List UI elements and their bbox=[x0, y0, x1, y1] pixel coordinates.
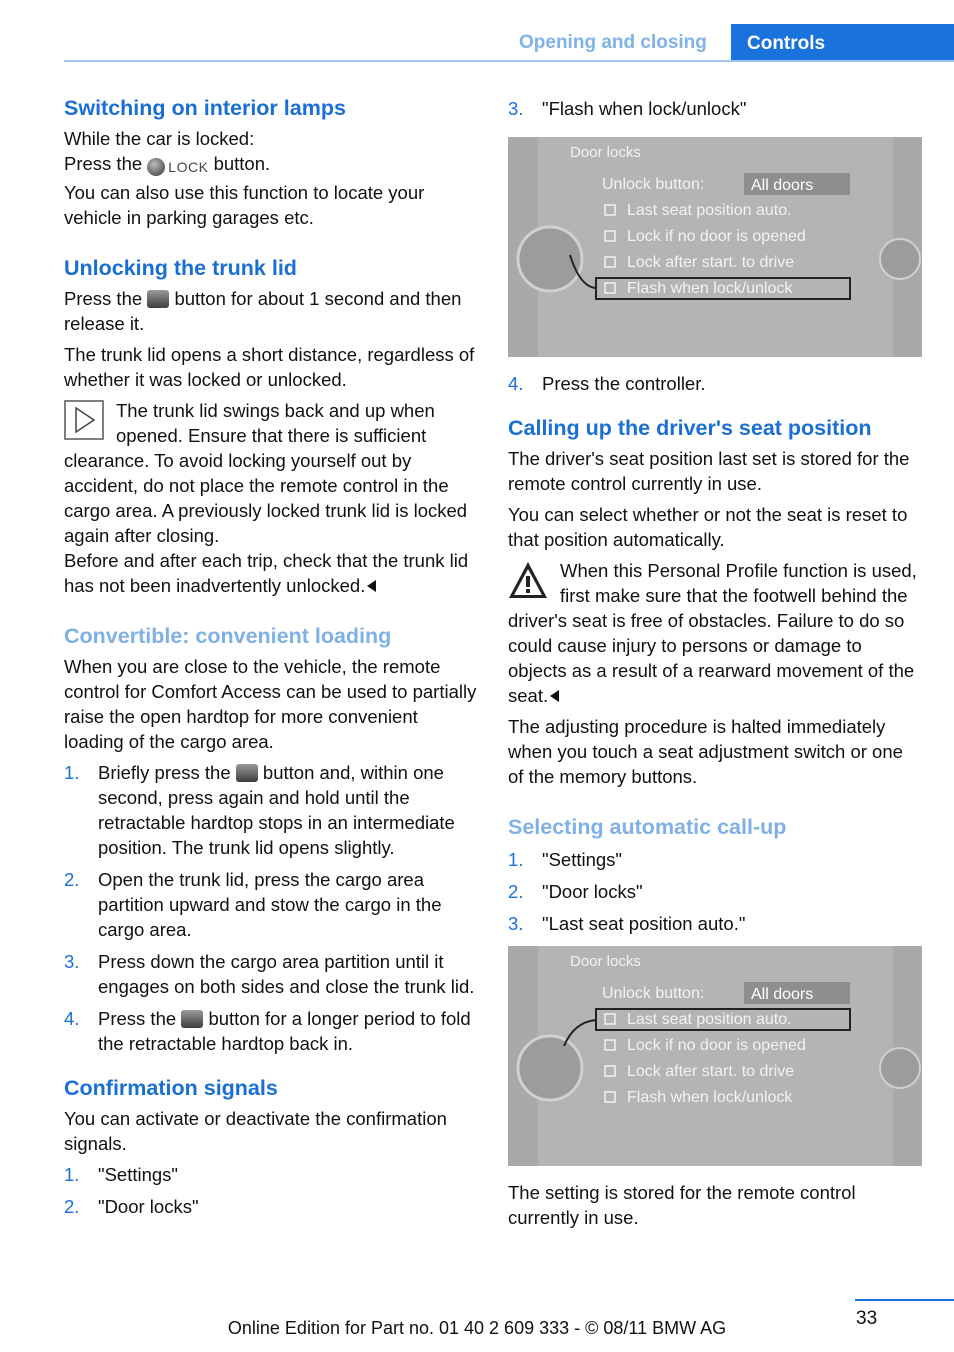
list-item: 1. "Settings" bbox=[64, 1164, 178, 1185]
list-item: 3. Press down the cargo area partition until it engages on both sides and close the trunk lid. bbox=[64, 951, 475, 997]
heading-confirmation-signals: Confirmation signals bbox=[64, 1076, 278, 1100]
screen-option: Lock after start. to drive bbox=[627, 1063, 795, 1080]
note-arrow-icon bbox=[64, 400, 104, 440]
seat-warning bbox=[508, 558, 922, 708]
seat-p1: The driver's seat position last set is stored for the remote control currently in use. bbox=[508, 448, 910, 494]
hardtop-button-icon bbox=[181, 1010, 203, 1028]
list-item: 4. Press the controller. bbox=[508, 373, 706, 394]
screen-option: Last seat position auto. bbox=[627, 1011, 792, 1028]
chapter-tab-label: Controls bbox=[747, 33, 826, 54]
screen-option: Flash when lock/unlock bbox=[627, 1089, 793, 1106]
list-item: 3. "Flash when lock/unlock" bbox=[508, 98, 747, 119]
flash-step bbox=[508, 96, 922, 121]
confirmation-intro: You can activate or deactivate the confirmation signals. bbox=[64, 1108, 447, 1154]
list-item: 1. Briefly press the button and, within one second, press again and hold until the retractable hardtop stops in an intermediate position. The trunk lid opens slightly. bbox=[64, 762, 455, 858]
screen-door-locks-flash bbox=[508, 137, 922, 357]
screen-option: Lock after start. to drive bbox=[627, 254, 795, 271]
seat-p3: The adjusting procedure is halted immediately when you touch a seat adjustment switch or one of the memory buttons. bbox=[508, 716, 903, 787]
trunk-note bbox=[64, 398, 478, 598]
controller-step bbox=[508, 371, 922, 396]
list-item: 2. Open the trunk lid, press the cargo area partition upward and stow the cargo in the cargo area. bbox=[64, 869, 442, 940]
interior-line2: Press the LOCK button. bbox=[64, 151, 478, 180]
list-item: 4. Press the button for a longer period to fold the retractable hardtop back in. bbox=[64, 1008, 471, 1054]
seat-p2: You can select whether or not the seat is reset to that position automatically. bbox=[508, 504, 908, 550]
convertible-intro: When you are close to the vehicle, the remote control for Comfort Access can be used to partially raise the open hardtop for more convenient loading of the cargo area. bbox=[64, 656, 477, 752]
screen-title: Door locks bbox=[570, 953, 641, 970]
screen-option: Lock if no door is opened bbox=[627, 228, 806, 245]
list-item: 3. "Last seat position auto." bbox=[508, 913, 746, 934]
page-number-rule bbox=[855, 1299, 954, 1301]
section-title: Opening and closing bbox=[519, 32, 707, 53]
screen-unlock-value: All doors bbox=[751, 177, 814, 194]
trunk-button-icon bbox=[236, 764, 258, 782]
screen-unlock-value: All doors bbox=[751, 986, 814, 1003]
screen-unlock-label: Unlock button: bbox=[602, 176, 705, 193]
screen-option: Last seat position auto. bbox=[627, 202, 792, 219]
screen-door-locks-last-seat bbox=[508, 946, 922, 1166]
seat-warning-text: When this Personal Profile function is used, first make sure that the footwell behind the driver's seat is free of obstacles. Failure to do so could cause injury to persons or damage to objects as a result of a rearward movement of the seat. bbox=[508, 560, 917, 706]
warning-icon bbox=[508, 560, 548, 600]
interior-line3: You can also use this function to locate your vehicle in parking garages etc. bbox=[64, 182, 425, 228]
list-item: 2. "Door locks" bbox=[508, 881, 643, 902]
trunk-p1: Press the button for about 1 second and then release it. bbox=[64, 288, 462, 334]
footer-edition: Online Edition for Part no. 01 40 2 609 333 - © 08/11 BMW AG bbox=[227, 1318, 727, 1338]
left-column bbox=[64, 94, 478, 1226]
confirmation-steps bbox=[64, 1162, 478, 1219]
trunk-p2: The trunk lid opens a short distance, regardless of whether it was locked or unlocked. bbox=[64, 344, 475, 390]
heading-automatic-callup: Selecting automatic call-up bbox=[508, 815, 787, 839]
end-marker-icon bbox=[550, 690, 559, 702]
closing-text: The setting is stored for the remote control currently in use. bbox=[508, 1182, 856, 1228]
convertible-steps bbox=[64, 760, 478, 1056]
trunk-note-text: The trunk lid swings back and up when opened. Ensure that there is sufficient clearance. To avoid locking yourself out by accident, do not place the remote control in the cargo area. A previously locked trunk lid is locked again after closing. bbox=[64, 400, 468, 546]
lock-button-icon: LOCK bbox=[147, 154, 208, 180]
heading-unlocking-trunk: Unlocking the trunk lid bbox=[64, 256, 297, 280]
screen-title: Door locks bbox=[570, 144, 641, 161]
right-column bbox=[508, 94, 922, 1230]
list-item: 1. "Settings" bbox=[508, 849, 622, 870]
trunk-note-text2: Before and after each trip, check that the trunk lid has not been inadvertently unlocked. bbox=[64, 550, 469, 596]
end-marker-icon bbox=[367, 580, 376, 592]
screen-unlock-label: Unlock button: bbox=[602, 985, 705, 1002]
screen-option: Lock if no door is opened bbox=[627, 1037, 806, 1054]
header-rule bbox=[64, 60, 954, 62]
heading-drivers-seat: Calling up the driver's seat position bbox=[508, 416, 872, 440]
page-number: 33 bbox=[856, 1308, 878, 1329]
trunk-button-icon bbox=[147, 290, 169, 308]
screen-option: Flash when lock/unlock bbox=[627, 280, 793, 297]
heading-interior-lamps: Switching on interior lamps bbox=[64, 96, 346, 120]
interior-line1: While the car is locked: bbox=[64, 128, 255, 149]
chapter-tab bbox=[731, 24, 954, 61]
auto-steps bbox=[508, 847, 922, 936]
list-item: 2. "Door locks" bbox=[64, 1196, 199, 1217]
heading-convertible: Convertible: convenient loading bbox=[64, 624, 392, 648]
